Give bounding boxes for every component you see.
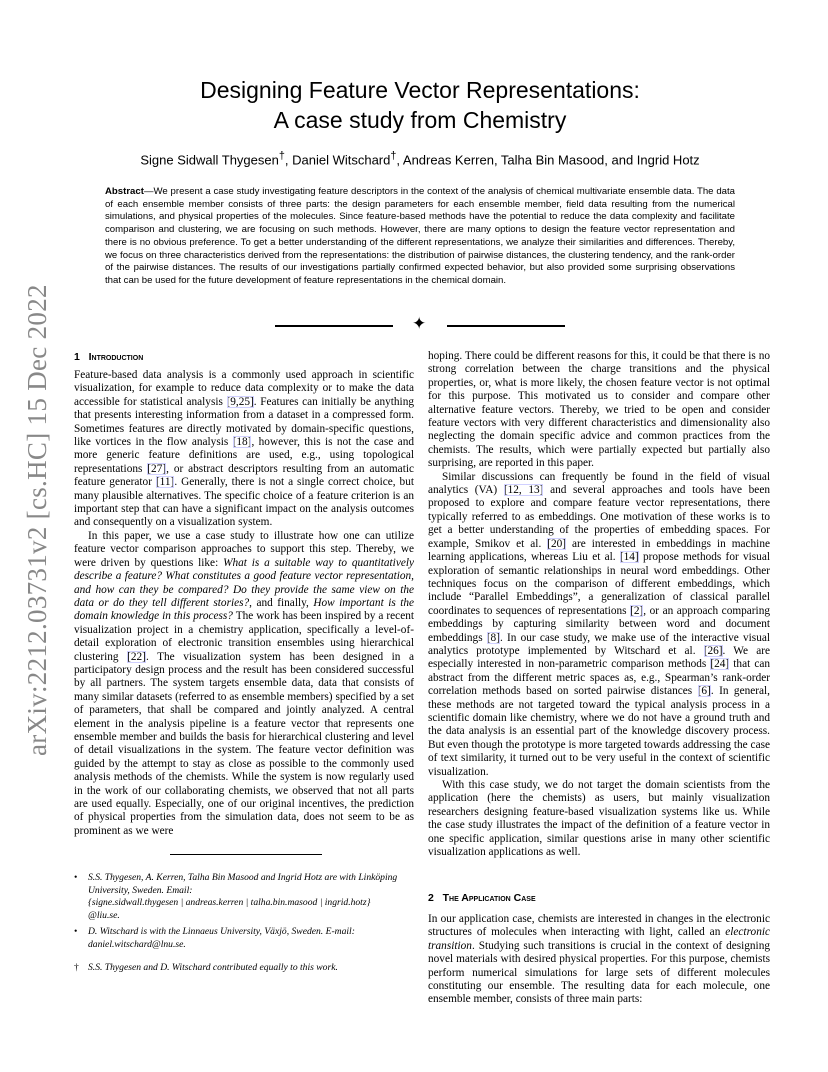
italic-run: What is a suitable way to quantitatively describe a feature? What constitutes a good feature vector representation, and how can they be compared? Do they provide the same view on the data or do they tell different stories? — [74, 556, 414, 609]
divider-line-right — [447, 325, 565, 327]
text-run: . Studying such transitions is crucial in the context of designing novel materials with desired physical properties. For this purpose, chemists perform numerical simulations for large sets of different molecules constituting our ensemble. The resulting data for each molecule, one ensemble member, consists of three main parts: — [428, 939, 770, 1006]
text-run: In this paper, we use a case study to illustrate how one can utilize feature vector comparison approaches to support this step. Thereby, we were driven by questions like: — [74, 529, 414, 569]
application-paragraph-1 — [428, 913, 770, 1007]
title-line-2: A case study from Chemistry — [273, 107, 567, 133]
bullet-icon: • — [74, 926, 78, 938]
citation-link[interactable]: [27] — [147, 462, 167, 475]
citation-link[interactable]: [12, 13] — [503, 484, 544, 497]
section-2-title: The Application Case — [442, 892, 536, 904]
dagger-mark: † — [74, 961, 79, 973]
text-run: Feature-based data analysis is a commonly used approach in scientific visualization, for example to reduce data complexity or to make the data accessible for statistical analysis — [74, 369, 414, 408]
dagger-mark: † — [278, 150, 285, 162]
text-run: , or an approach comparing embeddings by capturing similarity between word and document embeddings — [428, 604, 770, 644]
citation-link[interactable]: [8] — [486, 631, 500, 644]
diamond-star-icon: ✦ — [412, 314, 427, 334]
footnote-text: S.S. Thygesen and D. Witschard contributed equally to this work. — [88, 961, 338, 973]
citation-link[interactable]: [11] — [155, 476, 175, 489]
text-run: . The visualization system has been designed in a participatory design process and the result has been considered successful by all partners. The system targets ensemble data, data that consists of many similar datasets (referred to as ensemble members) specified by a set of parameters, that shall be compared and jointly analyzed. A central element in the analysis pipeline is a feature vector that represents one ensemble member and builds the basis for hierarchical clustering and level of detail visualizations in the system. The feature vector definition was guided by the attempt to stay as close as possible to the commonly used analysis methods of the chemists. While the system is now regularly used in the work of our collaborating chemists, we observed that not all parts are used equally. Especially, one of our original incentives, the prediction of physical properties from the simulation data, does not seem to be as prominent as we were — [74, 650, 414, 837]
text-run: Similar discussions can frequently be found in the field of visual analytics (VA) — [428, 470, 770, 497]
text-run: , or abstract descriptors resulting from an automatic feature generator — [74, 462, 414, 489]
footnote-emails: {signe.sidwall.thygesen | andreas.kerren | talha.bin.masood | ingrid.hotz} — [88, 897, 371, 909]
paper-title — [100, 75, 740, 135]
text-run: , and finally, — [249, 596, 314, 609]
footnote-rule — [170, 854, 322, 855]
title-line-1: Designing Feature Vector Representations: — [200, 77, 640, 103]
section-2-number: 2 — [428, 892, 434, 904]
application-case-body — [428, 913, 770, 1007]
citation-link[interactable]: [22] — [127, 650, 146, 663]
divider-line-left — [275, 325, 393, 327]
intro-paragraph-5: With this case study, we do not target the domain scientists from the application (here the chemists) as users, but mainly visualization researchers designing feature-based visualization systems like us. While the case study illustrates the impact of the definition of a feature vector in one specific application, similar questions arise in many other scientific visualization applications as well. — [428, 779, 770, 859]
citation-link[interactable]: [2] — [630, 604, 644, 617]
text-run: . Generally, there is not a single correct choice, but many plausible alternatives. The specific choice of a feature criterion is an important step that can have a significant impact on the analysis outcomes and consequently on a visualization system. — [74, 476, 414, 529]
text-run: are interested in embeddings in machine learning applications, whereas Liu et al. — [428, 537, 770, 564]
italic-run: electronic transition — [428, 926, 770, 952]
text-run: The work has been inspired by a recent visualization project in a chemistry application, specifically a level-of-detail exploration of electronic transition ensembles using hierarchical clustering — [74, 610, 414, 663]
intro-paragraph-3: hoping. There could be different reasons for this, it could be that there is no strong correlation between the charge transitions and the physical properties, or, what is more likely, the chosen feature vector is not optimal for this purpose. This motivated us to consider and compare other alternative feature vectors. Thereby, we tried to be open and consider feature vectors with very different characteristics and dimensionality also neglecting the domain specific advice and common practices from the chemists. The results, which were partially expected but partially also surprising, are reported in this paper. — [428, 350, 770, 470]
text-run: . In our case study, we make use of the interactive visual analytics prototype implemented by Witschard et al. — [428, 631, 770, 657]
section-2-heading — [428, 892, 536, 904]
left-column — [74, 369, 414, 838]
text-run: . Features can initially be anything that presents interesting information from a dataset in a compressed form. Sometimes features are directly motivated by domain-specific questions, like vortices in the flow analysis — [74, 395, 414, 449]
text-run: that can abstract from the different metric spaces as, e.g., Spearman’s rank-order correlation methods based on sorted pairwise distances — [428, 658, 770, 698]
right-column — [428, 350, 770, 859]
citation-link[interactable]: [26] — [703, 644, 723, 657]
text-run: . In general, these methods are not targeted toward the typical analysis process in a scientific domain like chemistry, where we do not have a ground truth and the data analysis is an essential part of the knowledge discovery process. But even though the prototype is more targeted towards addressing the case of text similarity, it turned out to be very useful in the context of scientific visualization. — [428, 685, 770, 778]
footnotes — [74, 872, 414, 978]
intro-paragraph-1 — [74, 369, 414, 530]
italic-run: How important is the domain knowledge in this process? — [74, 596, 415, 623]
section-1-heading — [74, 351, 143, 363]
abstract-label: Abstract — [105, 186, 144, 197]
abstract-text: —We present a case study investigating feature descriptors in the context of the analysis of chemical multivariate ensemble data. The data of each ensemble member consists of three parts: the design parameters for each ensemble member, field data resulting from the numerical simulations, and physical properties of the molecules. Since feature-based methods have the potential to reduce the data complexity and facilitate comparison and clustering, we are focusing on such methods. However, there are many options to design the feature vector representation and there is no obvious preference. To get a better understanding of the different representations, we analyze their similarities and differences. Thereby, we focus on three characteristics derived from the representations: the distribution of pairwise distances, the clustering tendency, and the rank-order of the pairwise distances. The results of our investigations partially confirmed expected behavior, but also provided some surprising observations that can be used for the future development of feature representations in the chemical domain. — [105, 186, 735, 286]
section-1-number: 1 — [74, 351, 80, 363]
footnote-equal-contribution — [74, 962, 414, 975]
citation-link[interactable]: [14] — [619, 551, 639, 564]
section-divider — [275, 314, 565, 335]
citation-link[interactable]: [20] — [547, 537, 567, 550]
footnote-text: S.S. Thygesen, A. Kerren, Talha Bin Masood and Ingrid Hotz are with Linköping University, Sweden. Email: — [88, 872, 398, 896]
author-list — [80, 150, 760, 167]
footnote-text: D. Witschard is with the Linnaeus University, Växjö, Sweden. E-mail: daniel.witschard@lnu.se. — [88, 926, 355, 950]
author-rest: , Andreas Kerren, Talha Bin Masood, and Ingrid Hotz — [396, 152, 700, 168]
footnote-affiliation-2 — [74, 926, 414, 951]
arxiv-identifier: arXiv:2212.03731v2 [cs.HC] 15 Dec 2022 — [22, 284, 52, 756]
text-run: . We are especially interested in non-parametric comparison methods — [428, 644, 770, 671]
citation-link[interactable]: [6] — [697, 685, 711, 698]
intro-paragraph-4 — [428, 471, 770, 779]
author-2: , Daniel Witschard — [284, 152, 391, 168]
bullet-icon: • — [74, 872, 78, 883]
dagger-mark: † — [390, 150, 397, 162]
text-run: In our application case, chemists are interested in changes in the electronic structures of molecules when interacting with light, called an — [428, 913, 770, 939]
footnote-affiliation-1 — [74, 872, 414, 922]
intro-paragraph-2 — [74, 530, 414, 838]
text-run: , however, this is not the case and more generic feature definitions are used, e.g., using topological representations — [74, 436, 414, 475]
citation-link[interactable]: [9,25] — [226, 395, 254, 408]
section-1-title: Introduction — [88, 351, 144, 363]
citation-link[interactable]: [24] — [710, 658, 730, 671]
footnote-domain: @liu.se. — [88, 909, 120, 921]
text-run: propose methods for visual exploration of semantic relationships in neural word embeddings. Other techniques focus on the comparison of different embeddings, which include “Parallel Embeddings”, a generalization of classical parallel coordinates to sequences of representations — [428, 551, 770, 617]
author-1: Signe Sidwall Thygesen — [140, 152, 279, 168]
abstract — [105, 186, 735, 288]
citation-link[interactable]: [18] — [232, 436, 252, 449]
text-run: and several approaches and tools have been proposed to explore and compare feature vector representations, there typically referred to as embeddings. One motivation of these works is to get a better understanding of the properties of embedding spaces. For example, Smikov et al. — [428, 484, 770, 550]
